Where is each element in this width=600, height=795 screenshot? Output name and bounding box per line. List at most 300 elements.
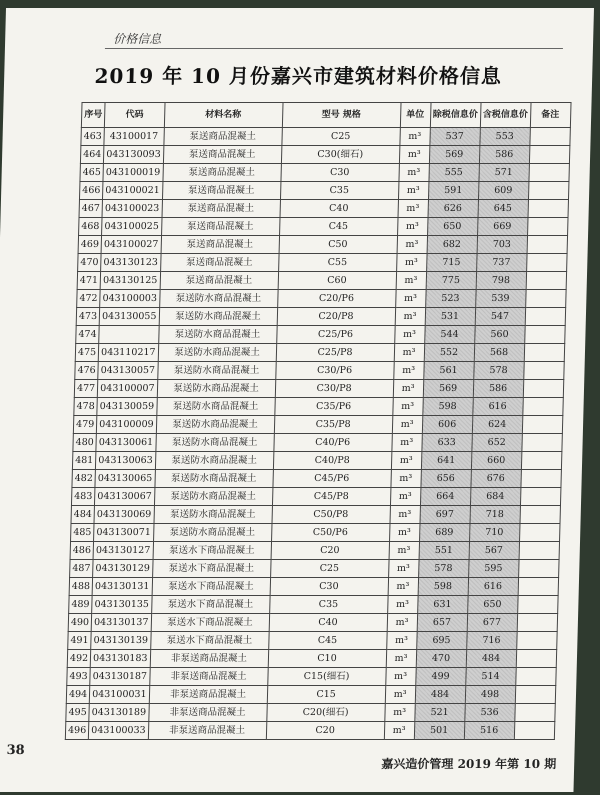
- price-ex-tax-cell: 561: [423, 362, 473, 380]
- code-cell: 043100019: [103, 164, 163, 182]
- spec-cell: C30/P8: [275, 380, 393, 398]
- remark-cell: [525, 290, 565, 308]
- spec-cell: C10: [268, 650, 386, 668]
- unit-cell: m³: [390, 470, 420, 488]
- table-row: [68, 614, 557, 632]
- price-inc-tax-cell: 571: [479, 164, 529, 182]
- table-row: [68, 632, 557, 650]
- material-name-cell: 泵送防水商品混凝土: [155, 452, 273, 470]
- price-inc-tax-cell: 586: [473, 380, 523, 398]
- spec-cell: C25/P8: [276, 344, 394, 362]
- spec-cell: C55: [278, 254, 396, 272]
- code-cell: 043130187: [90, 668, 150, 686]
- material-name-cell: 非泵送商品混凝土: [148, 722, 266, 740]
- unit-cell: m³: [387, 596, 417, 614]
- code-cell: 043130183: [90, 650, 150, 668]
- remark-cell: [522, 398, 562, 416]
- price-ex-tax-cell: 598: [418, 578, 468, 596]
- material-name-cell: 泵送商品混凝土: [160, 272, 278, 290]
- spec-cell: C40: [280, 200, 398, 218]
- table-row: [71, 488, 560, 506]
- table-row: [73, 416, 562, 434]
- material-name-cell: 泵送商品混凝土: [163, 128, 281, 146]
- seq-cell: 494: [66, 686, 90, 704]
- code-cell: 043130129: [93, 560, 153, 578]
- table-row: [72, 452, 561, 470]
- spec-cell: C35/P6: [274, 398, 392, 416]
- seq-cell: 476: [75, 362, 99, 380]
- section-rule: [105, 48, 563, 49]
- material-name-cell: 泵送防水商品混凝土: [156, 398, 274, 416]
- unit-cell: m³: [390, 488, 420, 506]
- table-row: [67, 668, 556, 686]
- col-header: 单位: [400, 103, 431, 128]
- unit-cell: m³: [395, 290, 425, 308]
- material-name-cell: 非泵送商品混凝土: [149, 686, 267, 704]
- material-name-cell: 泵送防水商品混凝土: [156, 416, 274, 434]
- price-ex-tax-cell: 695: [416, 632, 466, 650]
- code-cell: 043130125: [100, 272, 160, 290]
- price-ex-tax-cell: 578: [418, 560, 468, 578]
- material-name-cell: 泵送商品混凝土: [163, 146, 281, 164]
- remark-cell: [529, 164, 569, 182]
- seq-cell: 474: [76, 326, 100, 344]
- remark-cell: [524, 344, 564, 362]
- spec-cell: C20: [266, 722, 384, 740]
- remark-cell: [519, 524, 559, 542]
- spec-cell: C50/P8: [272, 506, 390, 524]
- unit-cell: m³: [398, 200, 428, 218]
- price-inc-tax-cell: 616: [468, 578, 518, 596]
- material-name-cell: 泵送防水商品混凝土: [155, 434, 273, 452]
- code-cell: 043130135: [92, 596, 152, 614]
- code-cell: 043130065: [95, 470, 155, 488]
- price-inc-tax-cell: 484: [466, 650, 516, 668]
- material-name-cell: 泵送防水商品混凝土: [157, 380, 275, 398]
- code-cell: 043130189: [89, 704, 149, 722]
- price-inc-tax-cell: 650: [467, 596, 517, 614]
- spec-cell: C35: [269, 596, 387, 614]
- table-row: [73, 434, 562, 452]
- table-row: [65, 722, 554, 740]
- seq-cell: 490: [68, 614, 92, 632]
- price-inc-tax-cell: 677: [467, 614, 517, 632]
- unit-cell: m³: [392, 416, 422, 434]
- seq-cell: 469: [78, 236, 102, 254]
- material-name-cell: 泵送水下商品混凝土: [152, 560, 270, 578]
- unit-cell: m³: [399, 146, 429, 164]
- price-inc-tax-cell: 616: [472, 398, 522, 416]
- material-name-cell: 泵送防水商品混凝土: [158, 326, 276, 344]
- seq-cell: 492: [67, 650, 91, 668]
- unit-cell: m³: [390, 506, 420, 524]
- price-ex-tax-cell: 689: [419, 524, 469, 542]
- price-ex-tax-cell: 537: [429, 128, 479, 146]
- seq-cell: 486: [70, 542, 94, 560]
- spec-cell: C25/P6: [276, 326, 394, 344]
- price-ex-tax-cell: 569: [429, 146, 479, 164]
- table-row: [78, 254, 567, 272]
- unit-cell: m³: [389, 524, 419, 542]
- remark-cell: [519, 542, 559, 560]
- remark-cell: [514, 722, 554, 740]
- table-row: [81, 128, 570, 146]
- code-cell: 043130127: [93, 542, 153, 560]
- code-cell: 043110217: [98, 344, 158, 362]
- price-ex-tax-cell: 633: [421, 434, 471, 452]
- price-ex-tax-cell: 656: [420, 470, 470, 488]
- price-ex-tax-cell: 501: [414, 722, 464, 740]
- table-row: [69, 578, 558, 596]
- col-header: 型号 规格: [282, 103, 401, 128]
- table-row: [66, 704, 555, 722]
- section-label: 价格信息: [113, 32, 162, 46]
- price-inc-tax-cell: 684: [470, 488, 520, 506]
- material-name-cell: 泵送水下商品混凝土: [153, 542, 271, 560]
- remark-cell: [517, 614, 557, 632]
- price-inc-tax-cell: 567: [469, 542, 519, 560]
- seq-cell: 495: [66, 704, 90, 722]
- remark-cell: [524, 326, 564, 344]
- spec-cell: C35/P8: [274, 416, 392, 434]
- remark-cell: [516, 632, 556, 650]
- material-name-cell: 泵送防水商品混凝土: [159, 290, 277, 308]
- col-header: 含税信息价: [480, 103, 531, 128]
- price-ex-tax-cell: 606: [422, 416, 472, 434]
- table-row: [79, 182, 568, 200]
- unit-cell: m³: [385, 668, 415, 686]
- unit-cell: m³: [389, 542, 419, 560]
- remark-cell: [520, 470, 560, 488]
- unit-cell: m³: [398, 182, 428, 200]
- price-inc-tax-cell: 737: [476, 254, 526, 272]
- price-ex-tax-cell: 552: [424, 344, 474, 362]
- code-cell: 043130123: [101, 254, 161, 272]
- material-name-cell: 泵送防水商品混凝土: [154, 470, 272, 488]
- price-ex-tax-cell: 544: [424, 326, 474, 344]
- spec-cell: C25: [281, 128, 399, 146]
- seq-cell: 488: [69, 578, 93, 596]
- price-inc-tax-cell: 652: [471, 434, 521, 452]
- unit-cell: m³: [391, 434, 421, 452]
- unit-cell: m³: [394, 326, 424, 344]
- seq-cell: 471: [77, 272, 101, 290]
- code-cell: 043100003: [100, 290, 160, 308]
- col-header: 材料名称: [164, 103, 283, 128]
- seq-cell: 482: [72, 470, 96, 488]
- material-name-cell: 泵送水下商品混凝土: [152, 578, 270, 596]
- material-name-cell: 泵送防水商品混凝土: [159, 308, 277, 326]
- spec-cell: C45: [279, 218, 397, 236]
- price-inc-tax-cell: 710: [469, 524, 519, 542]
- table-row: [77, 272, 566, 290]
- price-ex-tax-cell: 521: [414, 704, 464, 722]
- remark-cell: [514, 704, 554, 722]
- spec-cell: C30/P6: [275, 362, 393, 380]
- spec-cell: C45/P8: [272, 488, 390, 506]
- unit-cell: m³: [388, 578, 418, 596]
- remark-cell: [520, 488, 560, 506]
- spec-cell: C30: [270, 578, 388, 596]
- page-title: 2019 年 10 月份嘉兴市建筑材料价格信息: [94, 64, 503, 88]
- unit-cell: m³: [392, 398, 422, 416]
- seq-cell: 485: [71, 524, 95, 542]
- seq-cell: 483: [71, 488, 95, 506]
- code-cell: 043100007: [97, 380, 157, 398]
- code-cell: 043100009: [96, 416, 156, 434]
- seq-cell: 478: [74, 398, 98, 416]
- col-header: 代码: [105, 103, 165, 128]
- spec-cell: C50: [279, 236, 397, 254]
- code-cell: 043130139: [91, 632, 151, 650]
- price-inc-tax-cell: 718: [470, 506, 520, 524]
- table-row: [75, 362, 564, 380]
- remark-cell: [518, 578, 558, 596]
- remark-cell: [517, 596, 557, 614]
- unit-cell: m³: [393, 362, 423, 380]
- remark-cell: [528, 200, 568, 218]
- table-row: [71, 524, 560, 542]
- price-ex-tax-cell: 682: [427, 236, 477, 254]
- table-row: [78, 236, 567, 254]
- price-ex-tax-cell: 641: [421, 452, 471, 470]
- price-ex-tax-cell: 697: [420, 506, 470, 524]
- spec-cell: C20(细石): [266, 704, 384, 722]
- seq-cell: 465: [80, 164, 104, 182]
- price-ex-tax-cell: 664: [420, 488, 470, 506]
- remark-cell: [523, 380, 563, 398]
- price-inc-tax-cell: 536: [464, 704, 514, 722]
- spec-cell: C25: [270, 560, 388, 578]
- material-name-cell: 泵送水下商品混凝土: [151, 596, 269, 614]
- table-body: [65, 128, 570, 740]
- table-row: [76, 326, 565, 344]
- spec-cell: C20: [271, 542, 389, 560]
- table-row: [74, 398, 563, 416]
- price-inc-tax-cell: 669: [477, 218, 527, 236]
- table-row: [69, 596, 558, 614]
- code-cell: 043130067: [95, 488, 155, 506]
- seq-cell: 475: [75, 344, 99, 362]
- material-name-cell: 泵送商品混凝土: [162, 200, 280, 218]
- remark-cell: [526, 254, 566, 272]
- spec-cell: C50/P6: [271, 524, 389, 542]
- remark-cell: [526, 272, 566, 290]
- code-cell: 043130059: [97, 398, 157, 416]
- seq-cell: 470: [78, 254, 102, 272]
- table-row: [70, 560, 559, 578]
- seq-cell: 496: [65, 722, 89, 740]
- spec-cell: C45: [268, 632, 386, 650]
- price-inc-tax-cell: 560: [474, 326, 524, 344]
- code-cell: 043100025: [102, 218, 162, 236]
- price-inc-tax-cell: 703: [477, 236, 527, 254]
- remark-cell: [525, 308, 565, 326]
- spec-cell: C20/P6: [277, 290, 395, 308]
- price-inc-tax-cell: 586: [479, 146, 529, 164]
- material-name-cell: 泵送商品混凝土: [160, 254, 278, 272]
- price-inc-tax-cell: 516: [464, 722, 514, 740]
- seq-cell: 479: [73, 416, 97, 434]
- price-ex-tax-cell: 650: [427, 218, 477, 236]
- spec-cell: C35: [280, 182, 398, 200]
- material-name-cell: 泵送商品混凝土: [161, 236, 279, 254]
- seq-cell: 467: [79, 200, 103, 218]
- price-inc-tax-cell: 716: [466, 632, 516, 650]
- seq-cell: 493: [67, 668, 91, 686]
- price-ex-tax-cell: 551: [419, 542, 469, 560]
- code-cell: 043130055: [99, 308, 159, 326]
- code-cell: 043100033: [88, 722, 148, 740]
- price-ex-tax-cell: 470: [416, 650, 466, 668]
- seq-cell: 466: [79, 182, 103, 200]
- col-header: 备注: [530, 103, 571, 128]
- seq-cell: 489: [69, 596, 93, 614]
- page-number: 38: [6, 743, 25, 758]
- spec-cell: C20/P8: [277, 308, 395, 326]
- table-header-row: [81, 103, 570, 128]
- code-cell: 043130069: [94, 506, 154, 524]
- col-header: 除税信息价: [430, 103, 481, 128]
- unit-cell: m³: [396, 254, 426, 272]
- unit-cell: m³: [388, 560, 418, 578]
- table-row: [72, 470, 561, 488]
- seq-cell: 463: [81, 128, 105, 146]
- code-cell: 043130137: [91, 614, 151, 632]
- material-name-cell: 泵送商品混凝土: [162, 182, 280, 200]
- price-inc-tax-cell: 539: [475, 290, 525, 308]
- code-cell: 043130093: [104, 146, 164, 164]
- material-name-cell: 泵送防水商品混凝土: [153, 524, 271, 542]
- code-cell: 043100027: [101, 236, 161, 254]
- seq-cell: 481: [72, 452, 96, 470]
- code-cell: 043130061: [96, 434, 156, 452]
- publication-footer: 嘉兴造价管理 2019 年第 10 期: [381, 757, 557, 771]
- code-cell: 43100017: [104, 128, 164, 146]
- spec-cell: C30: [281, 164, 399, 182]
- table-row: [70, 542, 559, 560]
- spec-cell: C40/P6: [273, 434, 391, 452]
- table-row: [75, 344, 564, 362]
- table-row: [77, 290, 566, 308]
- remark-cell: [522, 416, 562, 434]
- price-inc-tax-cell: 553: [479, 128, 529, 146]
- price-ex-tax-cell: 631: [417, 596, 467, 614]
- price-inc-tax-cell: 676: [470, 470, 520, 488]
- material-name-cell: 非泵送商品混凝土: [150, 650, 268, 668]
- material-name-cell: 泵送水下商品混凝土: [150, 632, 268, 650]
- price-ex-tax-cell: 626: [428, 200, 478, 218]
- table-row: [66, 686, 555, 704]
- material-name-cell: 泵送防水商品混凝土: [154, 488, 272, 506]
- unit-cell: m³: [384, 704, 414, 722]
- unit-cell: m³: [397, 218, 427, 236]
- price-ex-tax-cell: 531: [425, 308, 475, 326]
- spec-cell: C40: [269, 614, 387, 632]
- price-ex-tax-cell: 499: [415, 668, 465, 686]
- unit-cell: m³: [397, 236, 427, 254]
- remark-cell: [529, 128, 569, 146]
- price-inc-tax-cell: 595: [468, 560, 518, 578]
- remark-cell: [528, 182, 568, 200]
- price-ex-tax-cell: 715: [426, 254, 476, 272]
- table-row: [79, 218, 568, 236]
- price-inc-tax-cell: 514: [465, 668, 515, 686]
- remark-cell: [521, 452, 561, 470]
- remark-cell: [515, 668, 555, 686]
- price-ex-tax-cell: 775: [426, 272, 476, 290]
- unit-cell: m³: [394, 344, 424, 362]
- code-cell: 043100023: [102, 200, 162, 218]
- table-row: [79, 200, 568, 218]
- seq-cell: 487: [70, 560, 94, 578]
- table-row: [74, 380, 563, 398]
- spec-cell: C30(细石): [281, 146, 399, 164]
- unit-cell: m³: [391, 452, 421, 470]
- price-inc-tax-cell: 645: [478, 200, 528, 218]
- code-cell: 043130057: [98, 362, 158, 380]
- document-page: [0, 8, 594, 792]
- remark-cell: [523, 362, 563, 380]
- remark-cell: [521, 434, 561, 452]
- remark-cell: [516, 650, 556, 668]
- material-name-cell: 非泵送商品混凝土: [148, 704, 266, 722]
- unit-cell: m³: [395, 308, 425, 326]
- unit-cell: m³: [396, 272, 426, 290]
- seq-cell: 491: [68, 632, 92, 650]
- spec-cell: C15: [267, 686, 385, 704]
- price-inc-tax-cell: 660: [471, 452, 521, 470]
- spec-cell: C15(细石): [267, 668, 385, 686]
- price-inc-tax-cell: 568: [474, 344, 524, 362]
- unit-cell: m³: [393, 380, 423, 398]
- price-inc-tax-cell: 609: [478, 182, 528, 200]
- material-name-cell: 泵送防水商品混凝土: [158, 344, 276, 362]
- price-inc-tax-cell: 578: [473, 362, 523, 380]
- price-ex-tax-cell: 555: [429, 164, 479, 182]
- price-ex-tax-cell: 657: [417, 614, 467, 632]
- remark-cell: [520, 506, 560, 524]
- code-cell: [99, 326, 159, 344]
- code-cell: 043130131: [92, 578, 152, 596]
- unit-cell: m³: [399, 164, 429, 182]
- material-name-cell: 非泵送商品混凝土: [149, 668, 267, 686]
- unit-cell: m³: [384, 722, 414, 740]
- unit-cell: m³: [385, 686, 415, 704]
- remark-cell: [527, 218, 567, 236]
- seq-cell: 484: [71, 506, 95, 524]
- spec-cell: C45/P6: [272, 470, 390, 488]
- code-cell: 043130063: [96, 452, 156, 470]
- material-name-cell: 泵送水下商品混凝土: [151, 614, 269, 632]
- seq-cell: 464: [80, 146, 104, 164]
- unit-cell: m³: [387, 614, 417, 632]
- seq-cell: 468: [79, 218, 103, 236]
- unit-cell: m³: [399, 128, 429, 146]
- col-header: 序号: [81, 103, 105, 128]
- code-cell: 043130071: [94, 524, 154, 542]
- seq-cell: 477: [74, 380, 98, 398]
- table-row: [80, 164, 569, 182]
- material-name-cell: 泵送商品混凝土: [163, 164, 281, 182]
- price-ex-tax-cell: 591: [428, 182, 478, 200]
- spec-cell: C60: [278, 272, 396, 290]
- seq-cell: 480: [73, 434, 97, 452]
- table-row: [67, 650, 556, 668]
- code-cell: 043100031: [89, 686, 149, 704]
- price-inc-tax-cell: 498: [465, 686, 515, 704]
- price-ex-tax-cell: 569: [423, 380, 473, 398]
